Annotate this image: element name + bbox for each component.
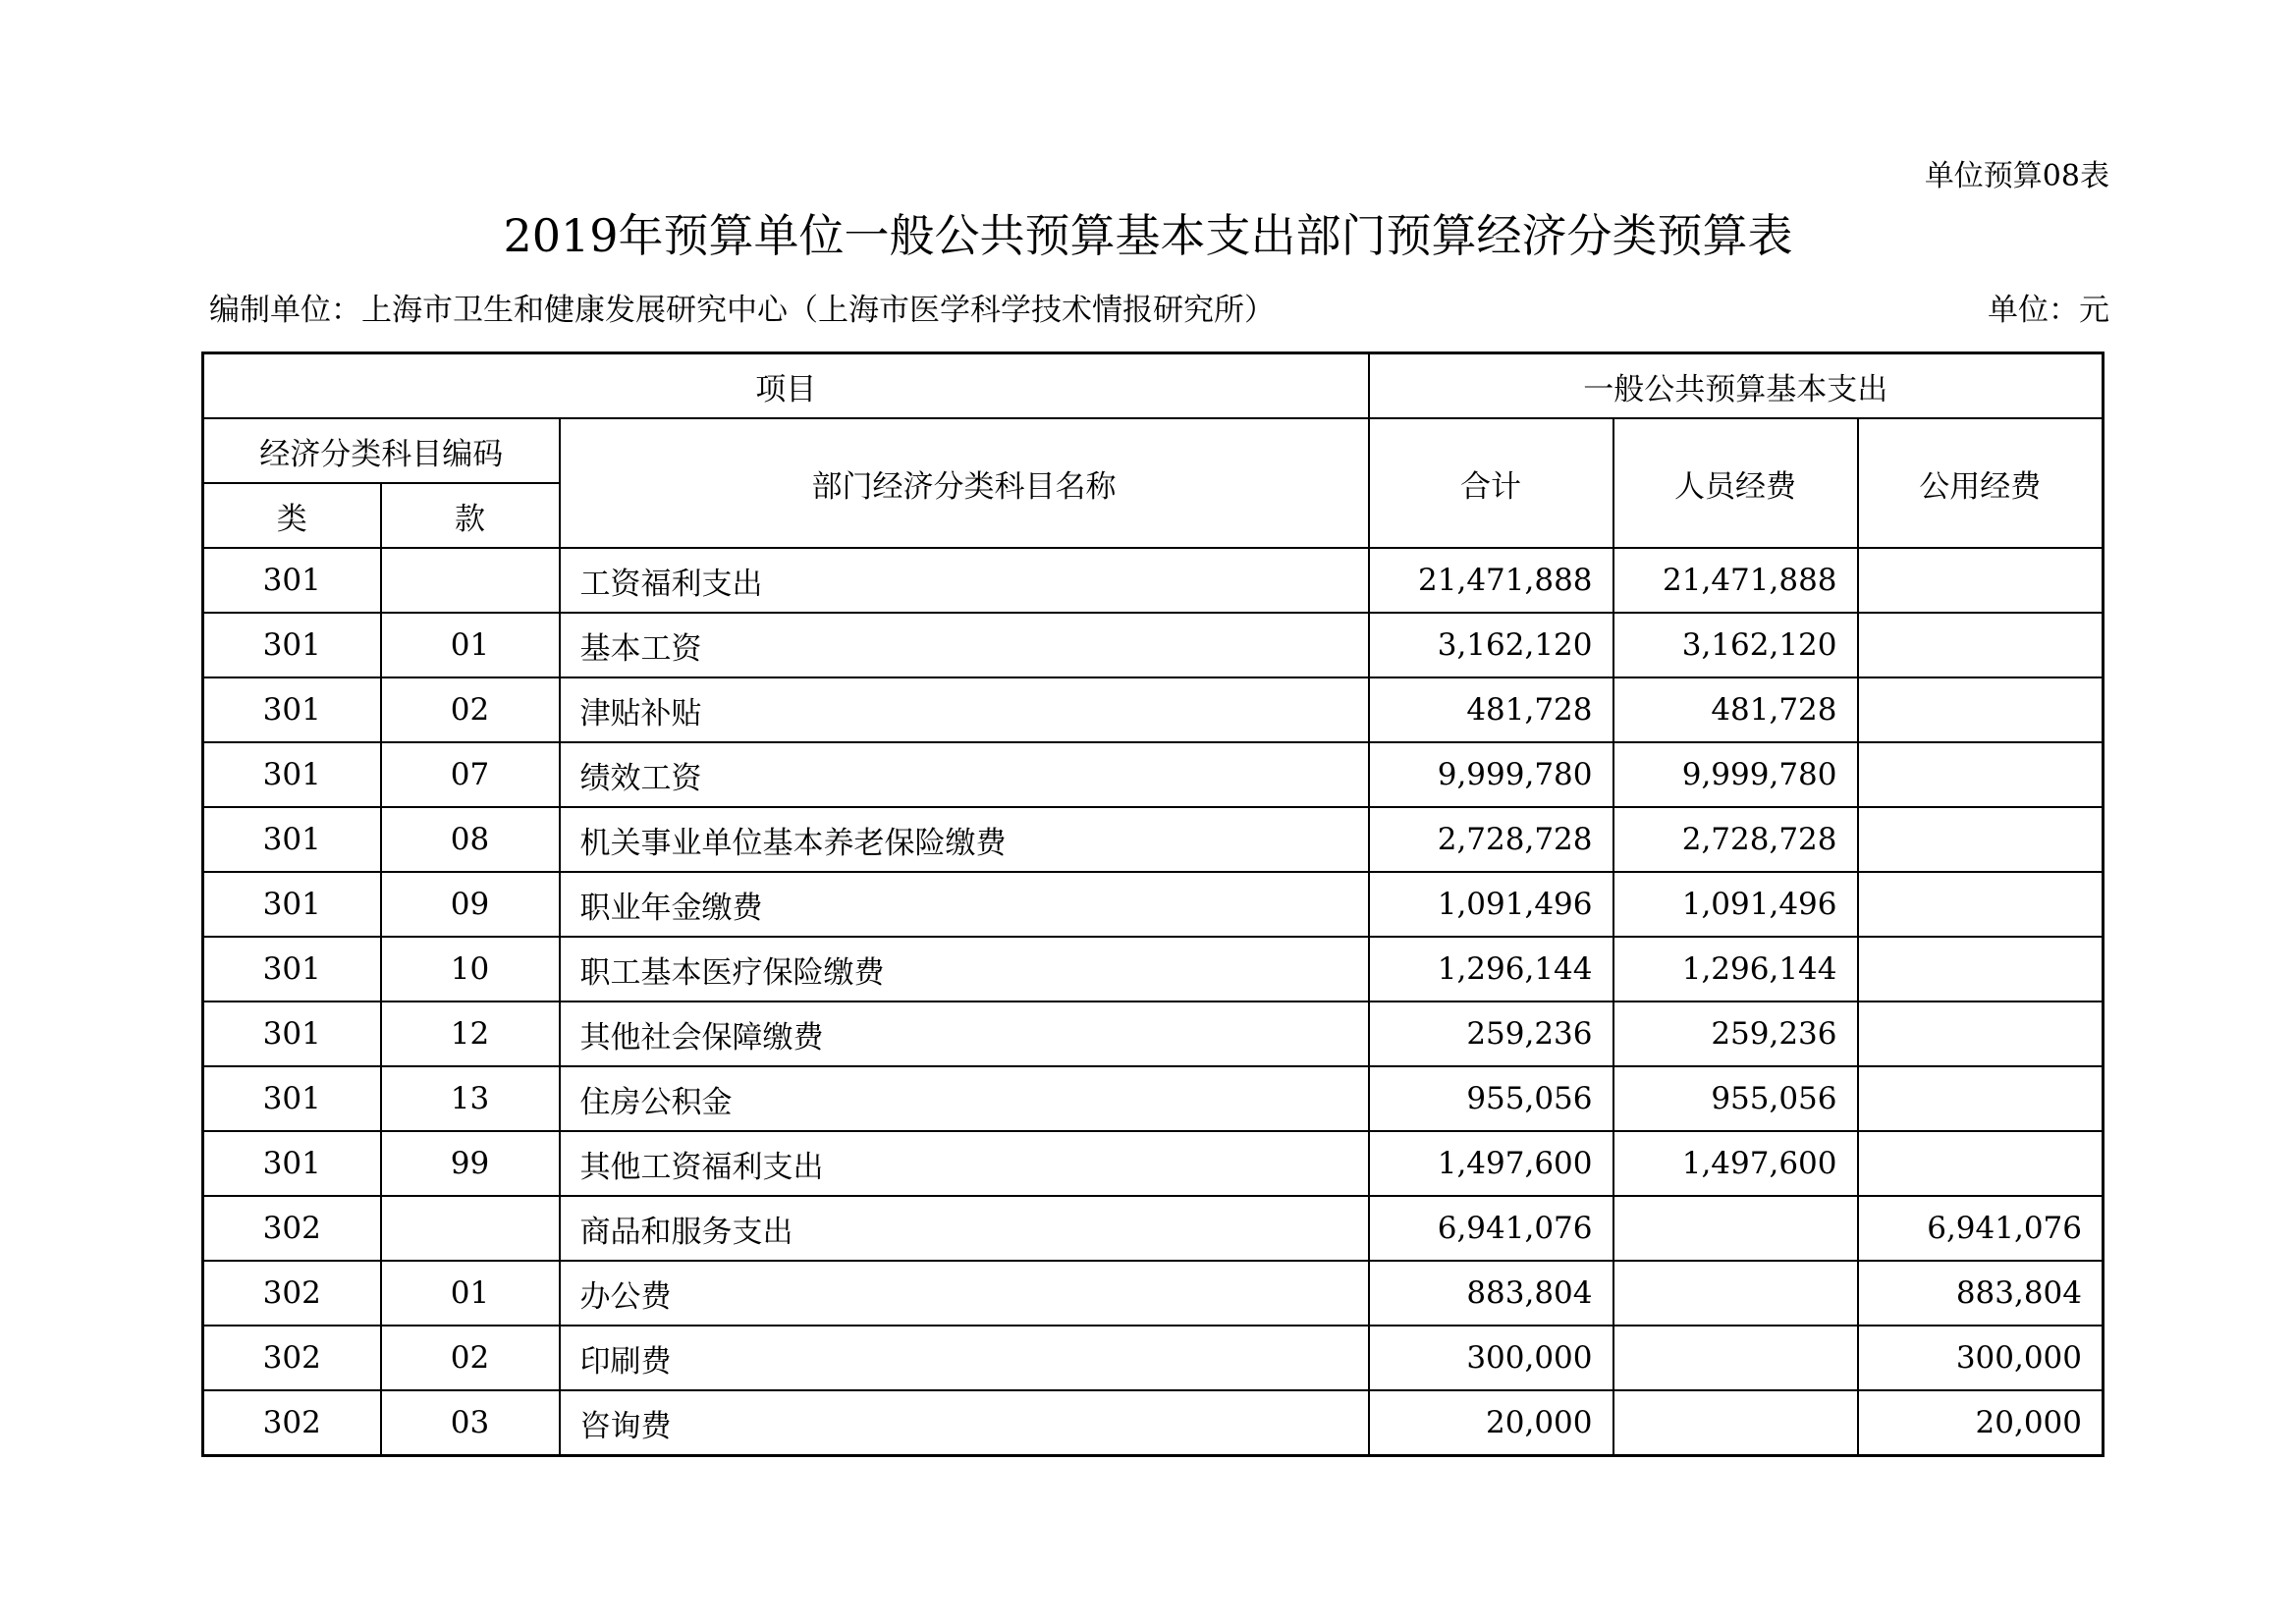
cell-total: 955,056	[1369, 1066, 1613, 1131]
cell-total: 259,236	[1369, 1001, 1613, 1066]
cell-class-code: 301	[203, 1001, 381, 1066]
cell-personnel: 481,728	[1613, 677, 1858, 742]
cell-personnel: 1,497,600	[1613, 1131, 1858, 1196]
cell-personnel: 259,236	[1613, 1001, 1858, 1066]
cell-category-name: 其他工资福利支出	[560, 1131, 1369, 1196]
cell-public	[1858, 1001, 2104, 1066]
cell-category-name: 工资福利支出	[560, 548, 1369, 613]
cell-public	[1858, 548, 2104, 613]
cell-class-code: 301	[203, 1066, 381, 1131]
cell-public	[1858, 872, 2104, 937]
cell-public: 883,804	[1858, 1261, 2104, 1326]
cell-class-code: 301	[203, 613, 381, 677]
cell-personnel	[1613, 1390, 1858, 1456]
cell-total: 9,999,780	[1369, 742, 1613, 807]
cell-public	[1858, 613, 2104, 677]
cell-section-code: 13	[381, 1066, 560, 1131]
cell-personnel: 21,471,888	[1613, 548, 1858, 613]
header-personnel: 人员经费	[1613, 418, 1858, 548]
header-general-budget: 一般公共预算基本支出	[1369, 353, 2104, 419]
cell-category-name: 职业年金缴费	[560, 872, 1369, 937]
cell-public	[1858, 677, 2104, 742]
cell-total: 300,000	[1369, 1326, 1613, 1390]
header-item: 项目	[203, 353, 1369, 419]
cell-personnel: 9,999,780	[1613, 742, 1858, 807]
cell-public: 6,941,076	[1858, 1196, 2104, 1261]
cell-total: 21,471,888	[1369, 548, 1613, 613]
cell-section-code: 01	[381, 1261, 560, 1326]
currency-unit: 单位：元	[1988, 293, 2109, 328]
table-row	[203, 1196, 2104, 1261]
compiling-unit: 编制单位：上海市卫生和健康发展研究中心（上海市医学科学技术情报研究所）	[209, 293, 1275, 328]
table-row	[203, 1326, 2104, 1390]
cell-total: 481,728	[1369, 677, 1613, 742]
cell-personnel: 1,296,144	[1613, 937, 1858, 1001]
table-row	[203, 1131, 2104, 1196]
cell-personnel	[1613, 1261, 1858, 1326]
cell-personnel: 955,056	[1613, 1066, 1858, 1131]
cell-class-code: 301	[203, 1131, 381, 1196]
cell-class-code: 301	[203, 677, 381, 742]
table-row	[203, 807, 2104, 872]
header-code-group: 经济分类科目编码	[203, 418, 560, 483]
cell-total: 20,000	[1369, 1390, 1613, 1456]
cell-category-name: 职工基本医疗保险缴费	[560, 937, 1369, 1001]
cell-total: 3,162,120	[1369, 613, 1613, 677]
cell-public: 300,000	[1858, 1326, 2104, 1390]
page-title: 2019年预算单位一般公共预算基本支出部门预算经济分类预算表	[503, 209, 1793, 262]
table-row	[203, 1001, 2104, 1066]
cell-section-code: 10	[381, 937, 560, 1001]
cell-class-code: 302	[203, 1196, 381, 1261]
cell-category-name: 机关事业单位基本养老保险缴费	[560, 807, 1369, 872]
table-row	[203, 613, 2104, 677]
form-number: 单位预算08表	[1924, 159, 2109, 193]
cell-section-code: 02	[381, 677, 560, 742]
table-row	[203, 742, 2104, 807]
cell-public	[1858, 937, 2104, 1001]
cell-total: 2,728,728	[1369, 807, 1613, 872]
cell-section-code: 01	[381, 613, 560, 677]
table-row	[203, 677, 2104, 742]
cell-category-name: 绩效工资	[560, 742, 1369, 807]
table-row	[203, 1261, 2104, 1326]
cell-class-code: 301	[203, 742, 381, 807]
cell-section-code: 12	[381, 1001, 560, 1066]
table-row	[203, 1390, 2104, 1456]
cell-section-code: 02	[381, 1326, 560, 1390]
cell-category-name: 住房公积金	[560, 1066, 1369, 1131]
cell-section-code: 07	[381, 742, 560, 807]
cell-total: 883,804	[1369, 1261, 1613, 1326]
cell-category-name: 咨询费	[560, 1390, 1369, 1456]
header-category-name: 部门经济分类科目名称	[560, 418, 1369, 548]
cell-total: 1,296,144	[1369, 937, 1613, 1001]
cell-public	[1858, 807, 2104, 872]
header-public: 公用经费	[1858, 418, 2104, 548]
cell-category-name: 商品和服务支出	[560, 1196, 1369, 1261]
header-section: 款	[381, 483, 560, 548]
cell-public: 20,000	[1858, 1390, 2104, 1456]
cell-section-code: 09	[381, 872, 560, 937]
cell-total: 1,091,496	[1369, 872, 1613, 937]
cell-personnel: 3,162,120	[1613, 613, 1858, 677]
table-row	[203, 548, 2104, 613]
cell-class-code: 301	[203, 937, 381, 1001]
header-class: 类	[203, 483, 381, 548]
cell-personnel: 1,091,496	[1613, 872, 1858, 937]
cell-personnel: 2,728,728	[1613, 807, 1858, 872]
cell-category-name: 其他社会保障缴费	[560, 1001, 1369, 1066]
table-row	[203, 937, 2104, 1001]
cell-class-code: 302	[203, 1390, 381, 1456]
cell-class-code: 301	[203, 548, 381, 613]
table-row	[203, 872, 2104, 937]
cell-total: 1,497,600	[1369, 1131, 1613, 1196]
cell-section-code: 99	[381, 1131, 560, 1196]
cell-personnel	[1613, 1196, 1858, 1261]
cell-total: 6,941,076	[1369, 1196, 1613, 1261]
cell-public	[1858, 1131, 2104, 1196]
cell-class-code: 302	[203, 1326, 381, 1390]
cell-class-code: 301	[203, 872, 381, 937]
cell-public	[1858, 742, 2104, 807]
cell-class-code: 301	[203, 807, 381, 872]
table-row	[203, 1066, 2104, 1131]
cell-category-name: 基本工资	[560, 613, 1369, 677]
header-total: 合计	[1369, 418, 1613, 548]
cell-section-code: 03	[381, 1390, 560, 1456]
cell-section-code	[381, 548, 560, 613]
cell-section-code: 08	[381, 807, 560, 872]
cell-section-code	[381, 1196, 560, 1261]
cell-category-name: 津贴补贴	[560, 677, 1369, 742]
cell-category-name: 印刷费	[560, 1326, 1369, 1390]
cell-class-code: 302	[203, 1261, 381, 1326]
cell-public	[1858, 1066, 2104, 1131]
budget-table	[201, 352, 2105, 1457]
cell-personnel	[1613, 1326, 1858, 1390]
cell-category-name: 办公费	[560, 1261, 1369, 1326]
